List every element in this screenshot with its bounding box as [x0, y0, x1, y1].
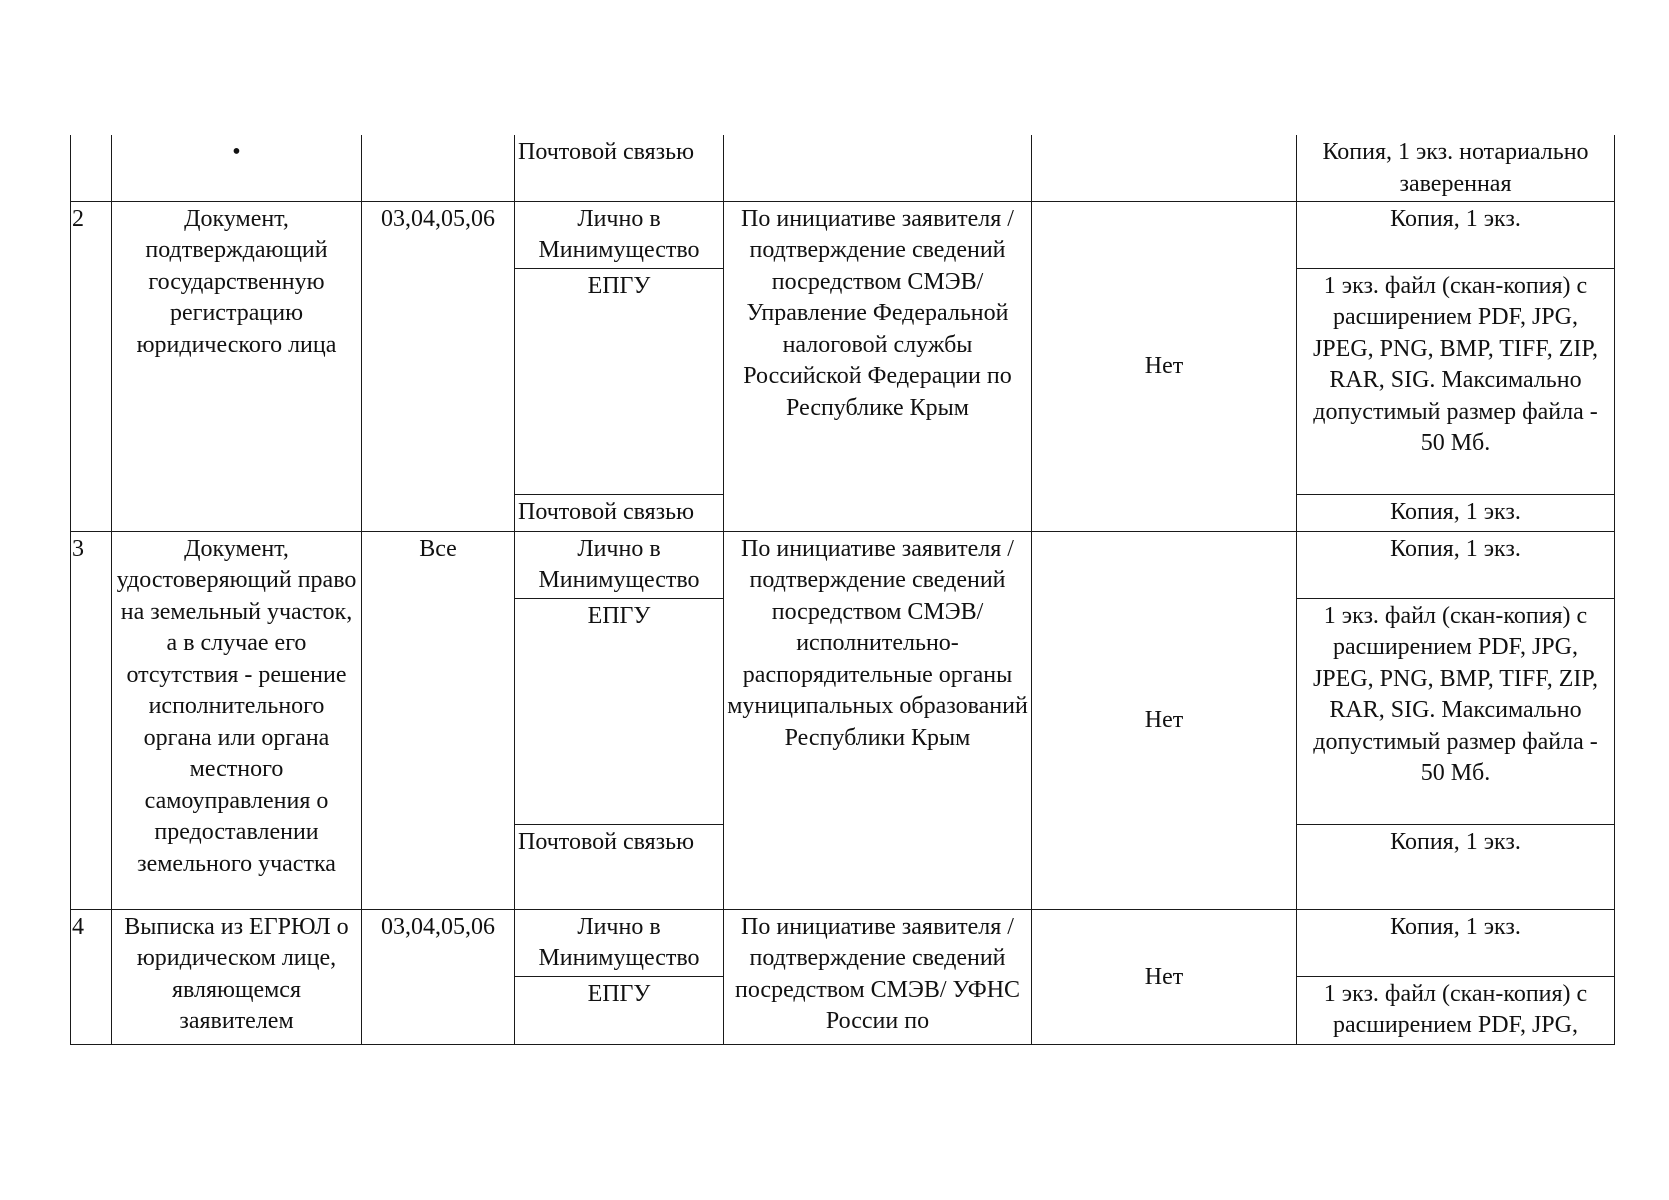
table-row — [71, 909, 1615, 976]
mandatory: Нет — [1032, 531, 1297, 909]
channel-post: Почтовой связью — [515, 494, 724, 531]
source: По инициативе заявителя / подтверждение сведений посредством СМЭВ/ Управление Федеральной налоговой службы Российской Федерации по Республике Крым — [724, 201, 1032, 531]
form-epgu: 1 экз. файл (скан-копия) с расширением PDF, JPG, — [1297, 976, 1615, 1044]
row-number — [71, 135, 112, 201]
row-number: 4 — [71, 909, 112, 1044]
document-name: Выписка из ЕГРЮЛ о юридическом лице, являющемся заявителем — [112, 909, 362, 1044]
table-row — [71, 531, 1615, 598]
channel-personal: Лично в Минимущество — [515, 531, 724, 598]
mandatory — [1032, 135, 1297, 201]
channel-post: Почтовой связью — [515, 135, 724, 201]
form-epgu: 1 экз. файл (скан-копия) с расширением PDF, JPG, JPEG, PNG, BMP, TIFF, ZIP, RAR, SIG. Максимально допустимый размер файла - 50 Мб. — [1297, 268, 1615, 494]
table-row — [71, 201, 1615, 268]
mandatory: Нет — [1032, 909, 1297, 1044]
source: По инициативе заявителя / подтверждение сведений посредством СМЭВ/ исполнительно-распорядительные органы муниципальных образований Республики Крым — [724, 531, 1032, 909]
channel-post: Почтовой связью — [515, 824, 724, 909]
channel-personal: Лично в Минимущество — [515, 201, 724, 268]
channel-personal: Лично в Минимущество — [515, 909, 724, 976]
source — [724, 135, 1032, 201]
mandatory: Нет — [1032, 201, 1297, 531]
applicant-categories: Все — [362, 531, 515, 909]
source: По инициативе заявителя / подтверждение сведений посредством СМЭВ/ УФНС России по — [724, 909, 1032, 1044]
row-number: 3 — [71, 531, 112, 909]
form-post: Копия, 1 экз. — [1297, 494, 1615, 531]
applicant-categories: 03,04,05,06 — [362, 201, 515, 531]
documents-table — [70, 135, 1615, 1045]
table-row — [71, 135, 1615, 201]
channel-epgu: ЕПГУ — [515, 976, 724, 1044]
form-post: Копия, 1 экз. нотариально заверенная — [1297, 135, 1615, 201]
applicant-categories — [362, 135, 515, 201]
form-personal: Копия, 1 экз. — [1297, 909, 1615, 976]
channel-epgu: ЕПГУ — [515, 598, 724, 824]
form-epgu: 1 экз. файл (скан-копия) с расширением PDF, JPG, JPEG, PNG, BMP, TIFF, ZIP, RAR, SIG. Максимально допустимый размер файла - 50 Мб. — [1297, 598, 1615, 824]
row-number: 2 — [71, 201, 112, 531]
form-personal: Копия, 1 экз. — [1297, 201, 1615, 268]
form-post: Копия, 1 экз. — [1297, 824, 1615, 909]
applicant-categories: 03,04,05,06 — [362, 909, 515, 1044]
document-name: • — [112, 135, 362, 201]
channel-epgu: ЕПГУ — [515, 268, 724, 494]
form-personal: Копия, 1 экз. — [1297, 531, 1615, 598]
document-name: Документ, удостоверяющий право на земельный участок, а в случае его отсутствия - решение исполнительного органа или органа местного самоуправления о предоставлении земельного участка — [112, 531, 362, 909]
document-name: Документ, подтверждающий государственную регистрацию юридического лица — [112, 201, 362, 531]
